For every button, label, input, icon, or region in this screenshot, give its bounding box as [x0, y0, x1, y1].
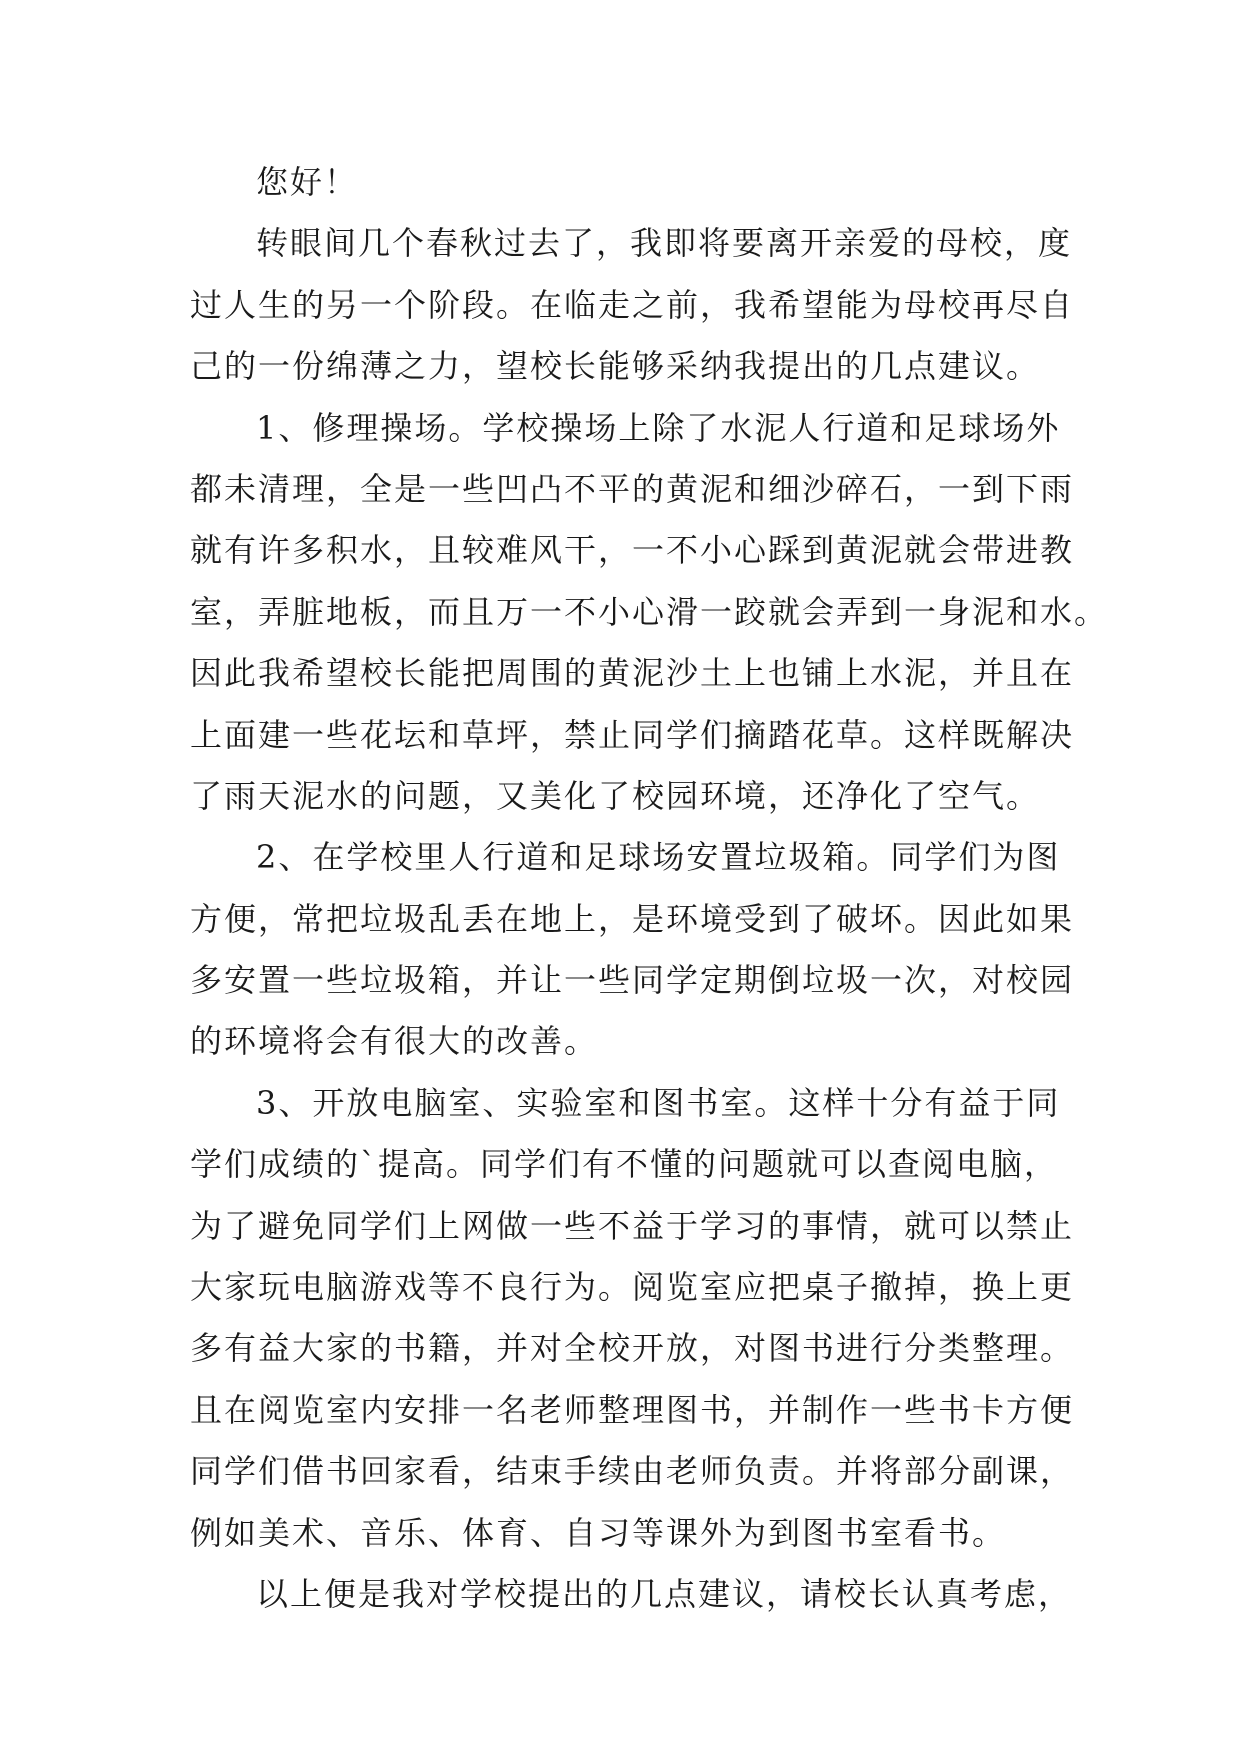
text-line: 以上便是我对学校提出的几点建议，请校长认真考虑，	[256, 1574, 1073, 1613]
text-line: 己的一份绵薄之力，望校长能够采纳我提出的几点建议。	[190, 347, 1041, 386]
text-line: 为了避免同学们上网做一些不益于学习的事情，就可以禁止	[190, 1206, 1075, 1245]
text-line: 因此我希望校长能把周围的黄泥沙土上也铺上水泥，并且在	[190, 654, 1075, 693]
text-line: 多有益大家的书籍，并对全校开放，对图书进行分类整理。	[190, 1329, 1075, 1368]
text-line: 过人生的另一个阶段。在临走之前，我希望能为母校再尽自	[190, 285, 1075, 324]
text-line: 就有许多积水，且较难风干，一不小心踩到黄泥就会带进教	[190, 531, 1075, 570]
text-line: 大家玩电脑游戏等不良行为。阅览室应把桌子撤掉，换上更	[190, 1268, 1075, 1307]
text-line: 多安置一些垃圾箱，并让一些同学定期倒垃圾一次，对校园	[190, 961, 1075, 1000]
text-line: 了雨天泥水的问题，又美化了校园环境，还净化了空气。	[190, 776, 1041, 815]
text-line: 同学们借书回家看，结束手续由老师负责。并将部分副课，	[190, 1452, 1075, 1491]
text-line: 例如美术、音乐、体育、自习等课外为到图书室看书。	[190, 1513, 1007, 1552]
text-line: 学们成绩的`提高。同学们有不懂的问题就可以查阅电脑，	[190, 1145, 1059, 1184]
text-line: 2、在学校里人行道和足球场安置垃圾箱。同学们为图	[256, 838, 1061, 877]
text-line: 都未清理，全是一些凹凸不平的黄泥和细沙碎石，一到下雨	[190, 469, 1075, 508]
text-line: 方便，常把垃圾乱丢在地上，是环境受到了破坏。因此如果	[190, 899, 1075, 938]
text-line: 转眼间几个春秋过去了，我即将要离开亲爱的母校，度	[256, 224, 1073, 263]
text-line: 上面建一些花坛和草坪，禁止同学们摘踏花草。这样既解决	[190, 715, 1075, 754]
text-line: 室，弄脏地板，而且万一不小心滑一跤就会弄到一身泥和水。	[190, 592, 1109, 631]
letter-body	[190, 152, 1109, 1625]
text-line: 3、开放电脑室、实验室和图书室。这样十分有益于同	[256, 1083, 1061, 1122]
text-line: 1、修理操场。学校操场上除了水泥人行道和足球场外	[256, 408, 1061, 447]
text-line: 且在阅览室内安排一名老师整理图书，并制作一些书卡方便	[190, 1390, 1075, 1429]
text-line: 的环境将会有很大的改善。	[190, 1022, 599, 1061]
greeting-line: 您好！	[256, 163, 359, 201]
